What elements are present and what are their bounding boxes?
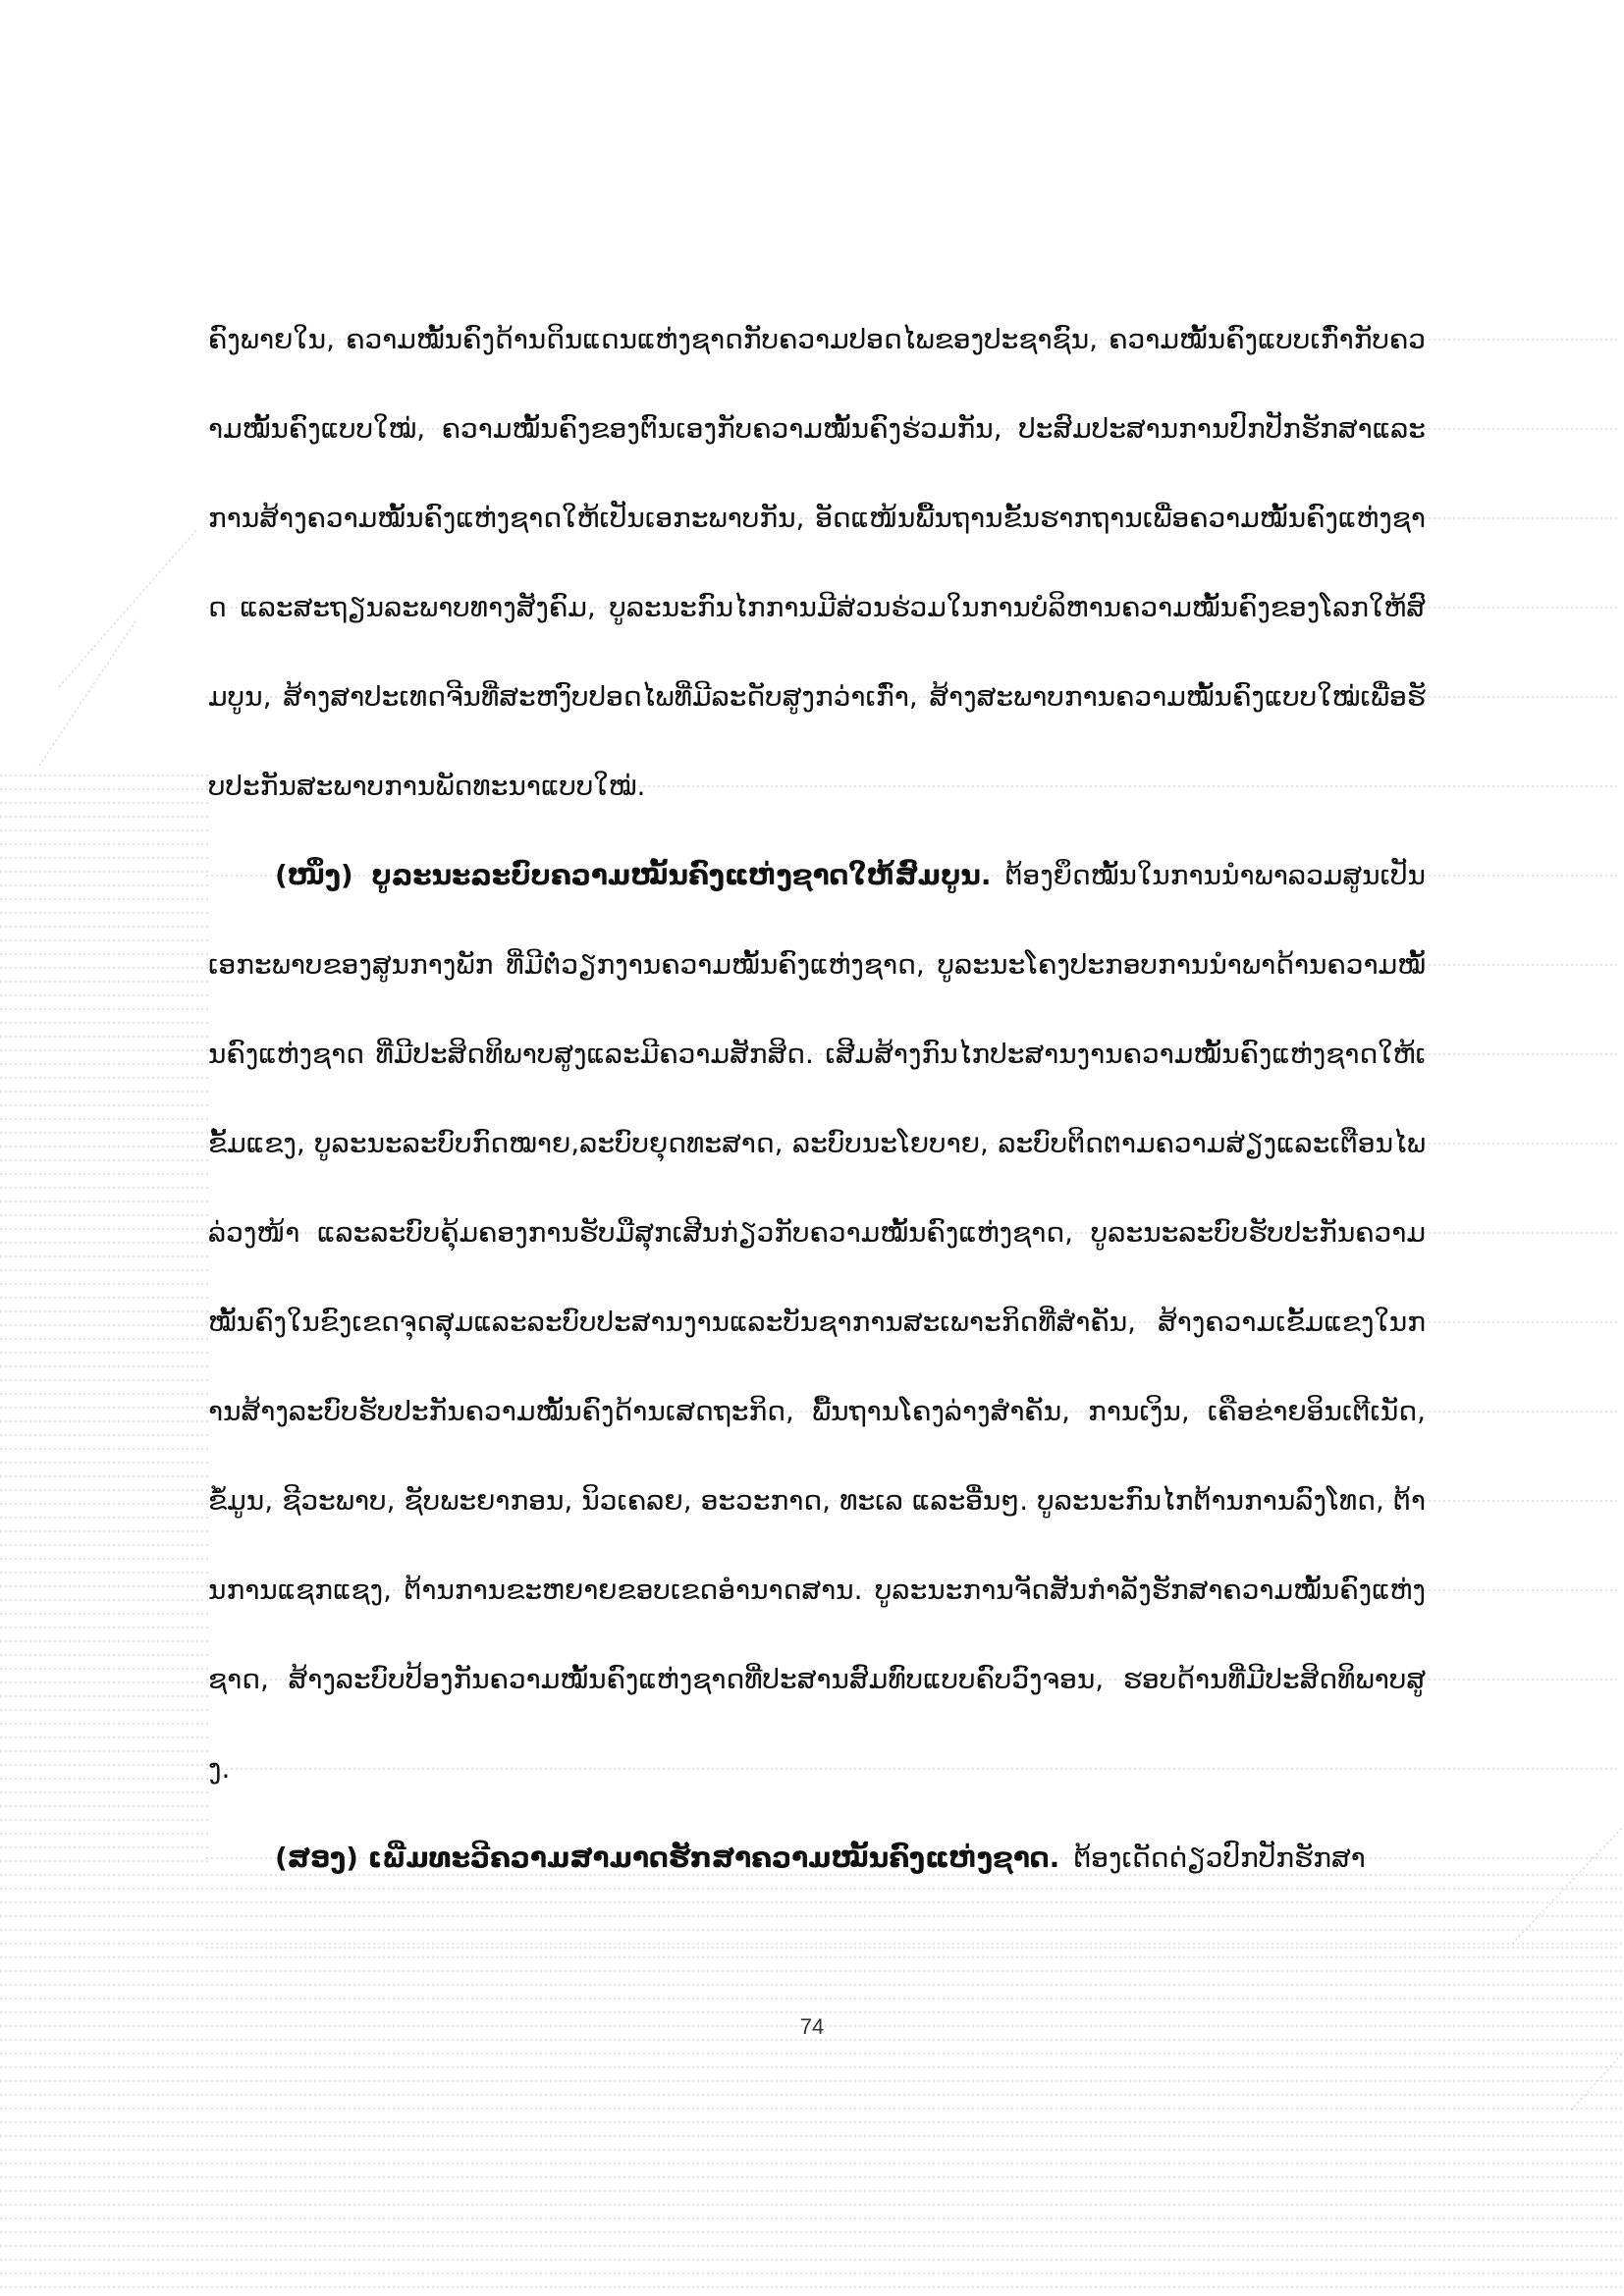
section-heading-two: (ສອງ) ເພີ່ມທະວີຄວາມສາມາດຮັກສາຄວາມໝັ້ນຄົງແຫ່ງຊາດ. — [275, 1842, 1060, 1874]
page-number: 74 — [799, 2014, 825, 2039]
document-body — [208, 294, 1426, 1902]
section-heading-one: (ໜຶ່ງ) ບູລະນະລະບົບຄວາມໝັ້ນຄົງແຫ່ງຊາດໃຫ້ສົມບູນ. — [275, 859, 992, 891]
paragraph-intro-continuation — [208, 294, 1426, 830]
paragraph-text: ຕ້ອງເດັດດ່ຽວປົກປັກຮັກສາ — [1073, 1842, 1366, 1874]
paragraph-section-two — [208, 1813, 1426, 1902]
paragraph-section-one — [208, 830, 1426, 1813]
paragraph-text: ຄົງພາຍໃນ, ຄວາມໝັ້ນຄົງດ້ານດິນແດນແຫ່ງຊາດກັບຄວາມປອດໄພຂອງປະຊາຊົນ, ຄວາມໝັ້ນຄົງແບບເກົ່າກັບຄວາມໝັ້ນຄົງແບບໃໝ່, ຄວາມໝັ້ນຄົງຂອງຕົນເອງກັບຄວາມໝັ້ນຄົງຮ່ວມກັນ, ປະສົມປະສານການປົກປັກຮັກສາແລະການສ້າງຄວາມໝັ້ນຄົງແຫ່ງຊາດໃຫ້ເປັນເອກະພາບກັນ, ອັດແໜ້ນພື້ນຖານຂັ້ນຮາກຖານເພື່ອຄວາມໝັ້ນຄົງແຫ່ງຊາດ ແລະສະຖຽນລະພາບທາງສັງຄົມ, ບູລະນະກົນໄກການມີສ່ວນຮ່ວມໃນການບໍລິຫານຄວາມໝັ້ນຄົງຂອງໂລກໃຫ້ສົມບູນ, ສ້າງສາປະເທດຈີນທີ່ສະຫງົບປອດໄພທີ່ມີລະດັບສູງກວ່າເກົ່າ, ສ້າງສະພາບການຄວາມໝັ້ນຄົງແບບໃໝ່ເພື່ອຮັບປະກັນສະພາບການພັດທະນາແບບໃໝ່. — [208, 323, 1426, 802]
paragraph-text: ຕ້ອງຍຶດໝັ້ນໃນການນຳພາລວມສູນເປັນເອກະພາບຂອງສູນກາງພັກ ທີ່ມີຕໍ່ວຽກງານຄວາມໝັ້ນຄົງແຫ່ງຊາດ, ບູລະນະໂຄງປະກອບການນຳພາດ້ານຄວາມໝັ້ນຄົງແຫ່ງຊາດ ທີ່ມີປະສິດທິພາບສູງແລະມີຄວາມສັກສິດ. ເສີມສ້າງກົນໄກປະສານງານຄວາມໝັ້ນຄົງແຫ່ງຊາດໃຫ້ເຂັ້ມແຂງ, ບູລະນະລະບົບກົດໝາຍ,ລະບົບຍຸດທະສາດ, ລະບົບນະໂຍບາຍ, ລະບົບຕິດຕາມຄວາມສ່ຽງແລະເຕືອນໄພລ່ວງໜ້າ ແລະລະບົບຄຸ້ມຄອງການຮັບມືສຸກເສີນກ່ຽວກັບຄວາມໝັ້ນຄົງແຫ່ງຊາດ, ບູລະນະລະບົບຮັບປະກັນຄວາມໝັ້ນຄົງໃນຂົງເຂດຈຸດສຸມແລະລະບົບປະສານງານແລະບັນຊາການສະເພາະກິດທີ່ສຳຄັນ, ສ້າງຄວາມເຂັ້ມແຂງໃນການສ້າງລະບົບຮັບປະກັນຄວາມໝັ້ນຄົງດ້ານເສດຖະກິດ, ພື້ນຖານໂຄງລ່າງສຳຄັນ, ການເງິນ, ເຄືອຂ່າຍອິນເຕີເນັດ, ຂໍ້ມູນ, ຊີວະພາບ, ຊັບພະຍາກອນ, ນິວເຄລຍ, ອະວະກາດ, ທະເລ ແລະອື່ນໆ. ບູລະນະກົນໄກຕ້ານການລົງໂທດ, ຕ້ານການແຊກແຊງ, ຕ້ານການຂະຫຍາຍຂອບເຂດອຳນາດສານ. ບູລະນະການຈັດສັນກຳລັງຮັກສາຄວາມໝັ້ນຄົງແຫ່ງຊາດ, ສ້າງລະບົບປ້ອງກັນຄວາມໝັ້ນຄົງແຫ່ງຊາດທີ່ປະສານສົມທົບແບບຄົບວົງຈອນ, ຮອບດ້ານທີ່ມີປະສິດທິພາບສູງ. — [208, 859, 1426, 1785]
